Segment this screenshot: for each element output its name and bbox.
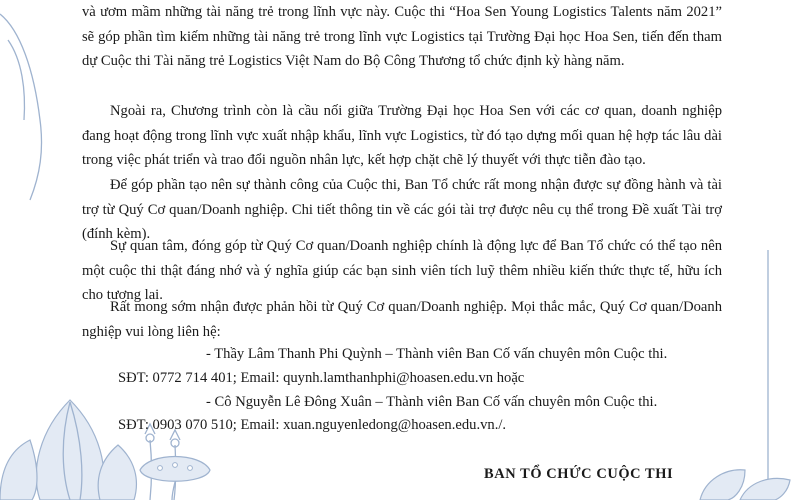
contact-name-1: - Thầy Lâm Thanh Phi Quỳnh – Thành viên Ban Cố vấn chuyên môn Cuộc thi. [206,346,668,362]
paragraph-intro-continued: và ươm mầm những tài năng trẻ trong lĩnh vực này. Cuộc thi “Hoa Sen Young Logistics Talents năm 2021” sẽ góp phần tìm kiếm những tài năng trẻ trong lĩnh vực Logistics tại Trường Đại học Hoa Sen, tiến đến tham dự Cuộc thi Tài năng trẻ Logistics Việt Nam do Bộ Công Thương tổ chức định kỳ hàng năm. [82,4,722,69]
paragraph-contact-request: Rất mong sớm nhận được phản hồi từ Quý Cơ quan/Doanh nghiệp. Mọi thắc mắc, Quý Cơ quan/Doanh nghiệp vui lòng liên hệ: [82,299,722,340]
signature-organizer: BAN TỔ CHỨC CUỘC THI [484,466,674,482]
paragraph-motivation: Sự quan tâm, đóng góp từ Quý Cơ quan/Doanh nghiệp chính là động lực để Ban Tổ chức có thể tạo nên một cuộc thi thật đáng nhớ và ý nghĩa giúp các bạn sinh viên tích luỹ thêm nhiều kiến thức thực tế, hữu ích cho tương lai. [82,238,722,303]
contact-details-1: SĐT: 0772 714 401; Email: quynh.lamthanhphi@hoasen.edu.vn hoặc [118,370,525,386]
paragraph-bridge: Ngoài ra, Chương trình còn là cầu nối giữa Trường Đại học Hoa Sen với các cơ quan, doanh nghiệp đang hoạt động trong lĩnh vực xuất nhập khẩu, lĩnh vực Logistics, từ đó tạo dựng mối quan hệ hợp tác lâu dài trong việc phát triển và trao đổi nguồn nhân lực, kết hợp chặt chẽ lý thuyết với thực tiễn đào tạo. [82,103,722,168]
contact-name-2: - Cô Nguyễn Lê Đông Xuân – Thành viên Ban Cố vấn chuyên môn Cuộc thi. [206,394,658,410]
contact-details-2: SĐT: 0903 070 510; Email: xuan.nguyenledong@hoasen.edu.vn./. [118,417,507,433]
paragraph-sponsorship: Để góp phần tạo nên sự thành công của Cuộc thi, Ban Tổ chức rất mong nhận được sự đồng hành và tài trợ từ Quý Cơ quan/Doanh nghiệp. Chi tiết thông tin về các gói tài trợ được nêu cụ thể trong Đề xuất Tài trợ (đính kèm). [82,177,722,242]
